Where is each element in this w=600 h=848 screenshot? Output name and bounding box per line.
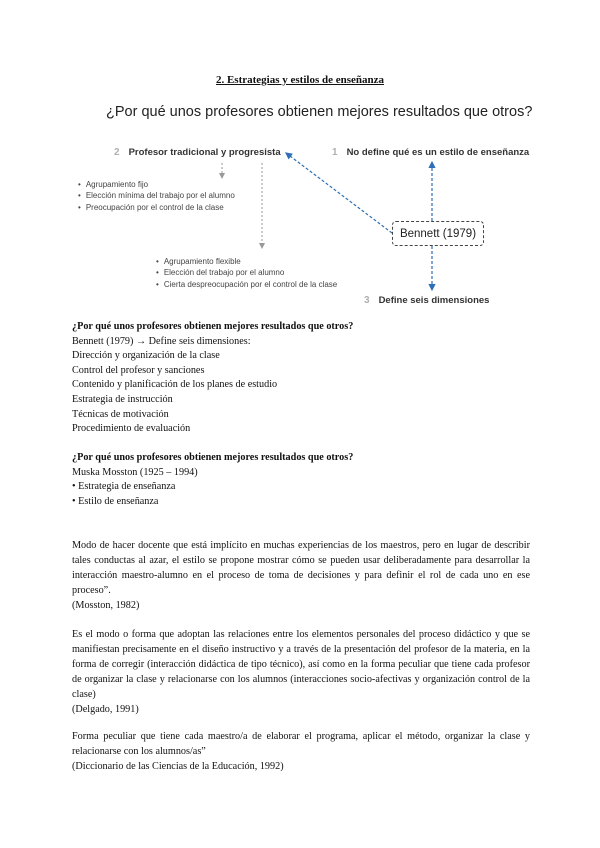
node-no-definition [332, 147, 529, 158]
list-item: • Estrategia de enseñanza [72, 481, 176, 493]
bennett-box: Bennett (1979) [392, 221, 484, 246]
node-number: 1 [332, 147, 338, 158]
node-number: 3 [364, 295, 370, 306]
list-item: • Elección del trabajo por el alumno [156, 268, 285, 278]
list-item: Contenido y planificación de los planes de estudio [72, 379, 278, 391]
section-title: 2. Estrategias y estilos de enseñanza [215, 74, 385, 86]
list-item: Control del profesor y sanciones [72, 364, 205, 376]
node-label: Profesor tradicional y progresista [128, 147, 281, 158]
quote-citation: (Mosston, 1982) [72, 600, 140, 611]
list-item: • Agrupamiento fijo [78, 180, 149, 189]
list-item: Estrategia de instrucción [72, 393, 173, 405]
list-item: Dirección y organización de la clase [72, 350, 220, 362]
node-number: 2 [114, 147, 120, 158]
node-label: No define qué es un estilo de enseñanza [346, 147, 530, 158]
node-label: Define seis dimensiones [378, 295, 490, 306]
list-item: • Estilo de enseñanza [72, 495, 159, 507]
list-item: Procedimiento de evaluación [72, 423, 191, 435]
node-traditional-progressive [114, 147, 281, 158]
quote-text: Forma peculiar que tiene cada maestro/a de elaborar el programa, aplicar el método, organizar la clase y relacionarse con los alumnos/as” [72, 731, 530, 757]
list-item: • Cierta despreocupación por el control de la clase [156, 279, 338, 289]
quote-delgado [72, 627, 530, 717]
quote-mosston [72, 538, 530, 613]
block-intro: Bennett (1979) → Define seis dimensiones: [72, 335, 251, 347]
block-author: Muska Mosston (1925 – 1994) [72, 466, 198, 478]
arrow-bennett-to-node2 [286, 153, 392, 233]
traditional-list [78, 179, 235, 213]
list-item: • Agrupamiento flexible [156, 257, 241, 266]
diagram [70, 100, 533, 315]
quote-text: Es el modo o forma que adoptan las relaciones entre los elementos personales del proceso didáctico y que se manifiestan precisamente en el diseño instructivo y a través de la presentación del profesor de la materia, en la forma de corregir (interacción didáctica de tipo técnico), así como en la forma peculiar que tiene cada profesor de organizar la clase y relacionarse con los alumnos (interacciones socio-afectivas y organización control de la clase) [72, 629, 530, 700]
quote-citation: (Delgado, 1991) [72, 704, 139, 715]
progressive-list [156, 256, 337, 290]
list-item: Técnicas de motivación [72, 408, 169, 420]
quote-text: Modo de hacer docente que está implícito en muchas experiencias de los maestros, pero en lugar de describir tales conductas al azar, el estilo se propone mostrar cómo se pueden usar deliberadamente para desarrollar la interacción maestro-alumno en el proceso de toma de decisiones y para definir el rol de cada uno en ese proceso”. [72, 540, 530, 596]
node-six-dimensions [364, 295, 489, 306]
quote-citation: (Diccionario de las Ciencias de la Educación, 1992) [72, 761, 284, 772]
block-heading: ¿Por qué unos profesores obtienen mejores resultados que otros? [72, 452, 354, 463]
diagram-title: ¿Por qué unos profesores obtienen mejores resultados que otros? [106, 104, 533, 120]
list-item: • Preocupación por el control de la clase [78, 202, 224, 212]
mosston-block [72, 451, 530, 509]
quote-diccionario [72, 729, 530, 774]
block-heading: ¿Por qué unos profesores obtienen mejores resultados que otros? [72, 321, 354, 332]
list-item: • Elección mínima del trabajo por el alumno [78, 191, 235, 201]
dimensions-block [72, 320, 530, 437]
